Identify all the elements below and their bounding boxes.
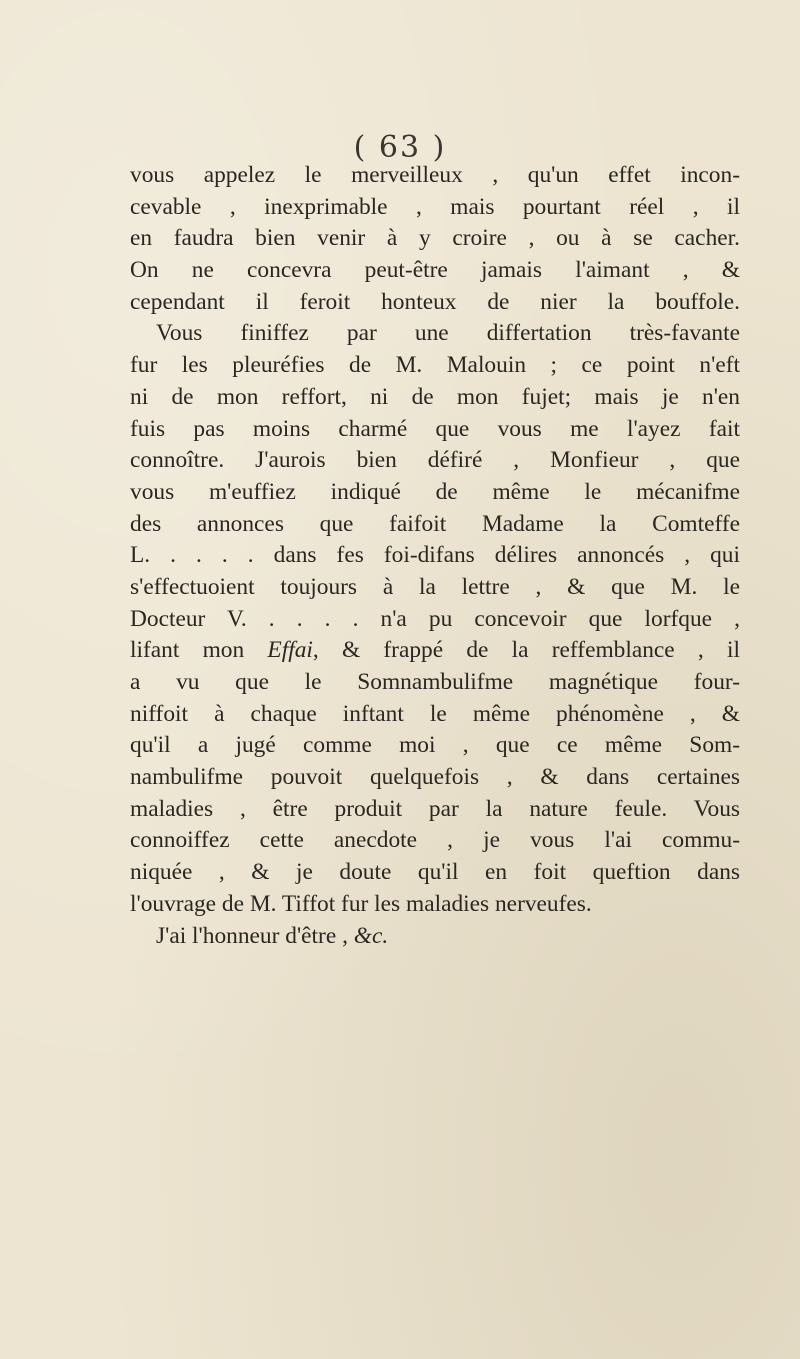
page-number: ( 63 ) — [353, 130, 447, 165]
text-line: nambulifme pouvoit quelquefois , & dans certaines — [130, 764, 740, 791]
text-line-paragraph-end: l'ouvrage de M. Tiffot fur les maladies nerveufes. — [130, 890, 592, 917]
text-line: a vu que le Somnambulifme magnétique four- — [130, 669, 740, 695]
text-line: fuis pas moins charmé que vous me l'ayez fait — [130, 415, 740, 442]
italic-title-essai: Effai — [267, 637, 313, 664]
text-line: maladies , être produit par la nature feule. Vous — [130, 795, 740, 822]
text-line: fur les pleuréfies de M. Malouin ; ce point n'eft — [130, 352, 740, 379]
text-line: cevable , inexprimable , mais pourtant réel , il — [130, 193, 740, 220]
text-line: niffoit à chaque inftant le même phénomène , & — [130, 700, 740, 727]
text-line: Docteur V. . . . . n'a pu concevoir que lorfque , — [130, 605, 740, 632]
body-text — [130, 160, 740, 952]
text-line: L. . . . . dans fes foi-difans délires annoncés , qui — [130, 542, 740, 569]
text-line — [130, 635, 740, 667]
text-line: vous appelez le merveilleux , qu'un effet incon- — [130, 162, 740, 188]
text-line: connoître. J'aurois bien défiré , Monfieur , que — [130, 447, 740, 474]
text-line: des annonces que faifoit Madame la Comteffe — [130, 510, 740, 537]
text-line: s'effectuoient toujours à la lettre , & que M. le — [130, 573, 740, 600]
text-line: qu'il a jugé comme moi , que ce même Som- — [130, 732, 740, 759]
text-line: en faudra bien venir à y croire , ou à se cacher. — [130, 225, 740, 252]
closing-text: J'ai l'honneur d'être , — [156, 922, 354, 949]
text-fragment: lifant mon — [130, 637, 268, 664]
text-line: On ne concevra peut-être jamais l'aimant , & — [130, 257, 740, 284]
text-line: vous m'euffiez indiqué de même le mécanifme — [130, 478, 740, 505]
text-line: connoiffez cette anecdote , je vous l'ai commu- — [130, 827, 740, 854]
text-fragment: , & frappé de la reffemblance , il — [312, 637, 740, 664]
text-line: cependant il feroit honteux de nier la bouffole. — [130, 288, 740, 315]
text-line: niquée , & je doute qu'il en foit queftion dans — [130, 859, 740, 886]
text-line: ni de mon reffort, ni de mon fujet; mais je n'en — [130, 383, 740, 410]
text-line-paragraph-start: Vous finiffez par une differtation très-favante — [156, 320, 740, 347]
closing-salutation — [130, 921, 740, 953]
closing-etc: &c. — [353, 922, 389, 949]
